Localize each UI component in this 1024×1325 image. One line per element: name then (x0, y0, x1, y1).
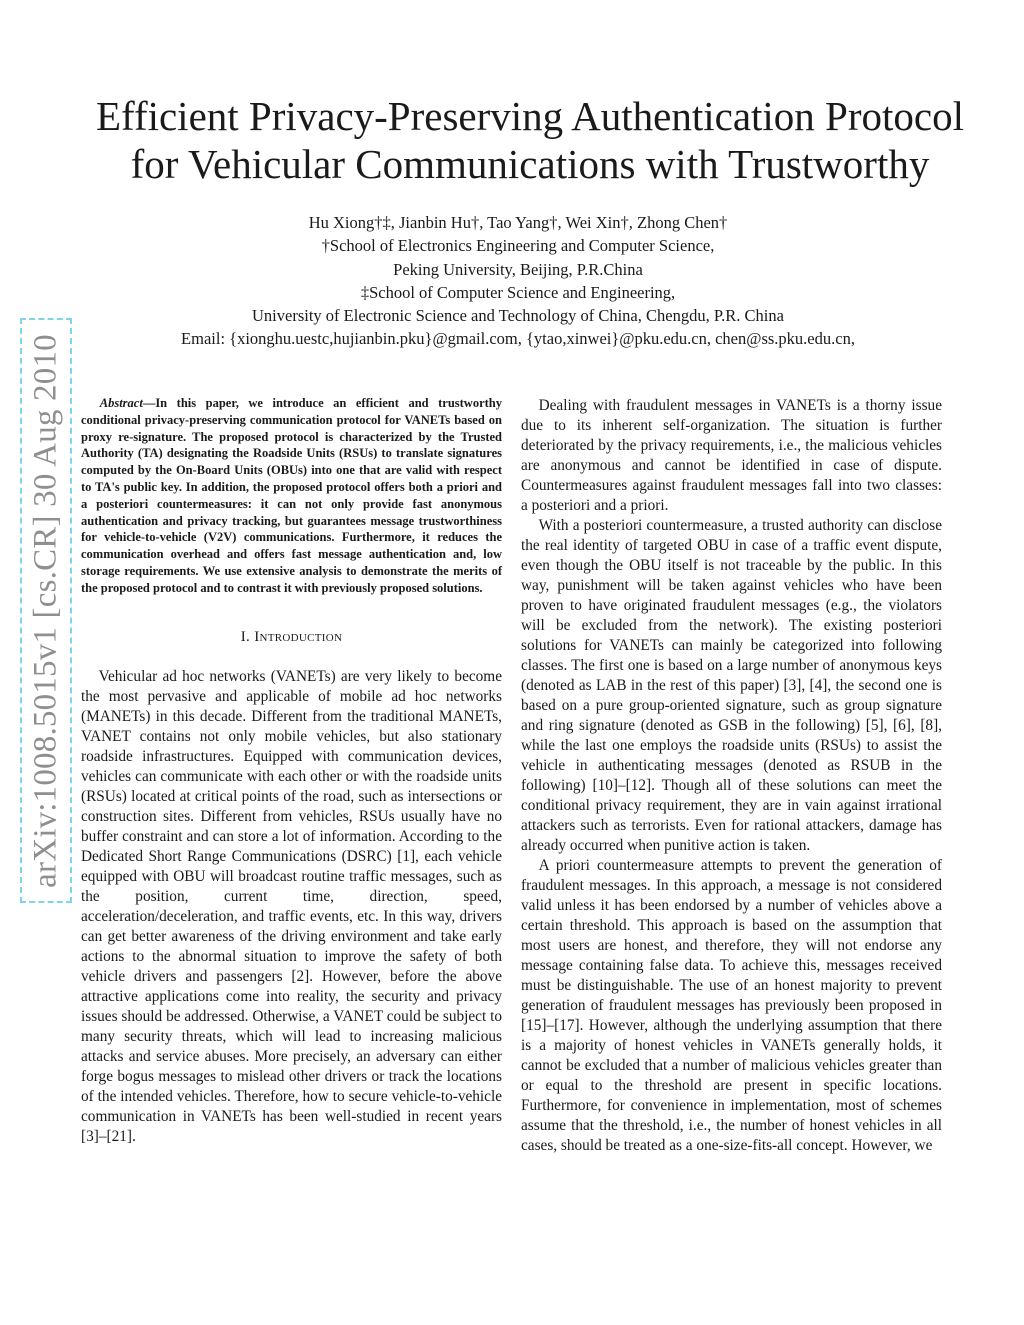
abstract-text: —In this paper, we introduce an efficient and trustworthy conditional privacy-preserving communication protocol for VANETs based on proxy re-signature. The proposed protocol is characterized by the Trusted Authority (TA) designating the Roadside Units (RSUs) to translate signatures computed by the On-Board Units (OBUs) into one that are valid with respect to TA's public key. In addition, the proposed protocol offers both a priori and a posteriori countermeasures: it can not only provide fast anonymous authentication and privacy tracking, but guarantees message trustworthiness for vehicle-to-vehicle (V2V) communications. Furthermore, it reduces the communication overhead and offers fast message authentication and, low storage requirements. We use extensive analysis to demonstrate the merits of the proposed protocol and to contrast it with previously proposed solutions. (81, 396, 502, 595)
title-line-1: Efficient Privacy-Preserving Authentication Protocol (95, 93, 964, 139)
intro-paragraph-3: With a posteriori countermeasure, a trusted authority can disclose the real identity of targeted OBU in case of a traffic event dispute, even though the OBU itself is not traceable by the public. In this way, punishment will be taken against vehicles who have been proven to have originated fraudulent messages (e.g., the violators will be excluded from the network). The existing posteriori solutions for VANETs can mainly be categorized into following classes. The first one is based on a large number of anonymous keys (denoted as LAB in the rest of this paper) [3], [4], the second one is based on a pure group-oriented signature, such as group signature and ring signature (denoted as GSB in the following) [5], [6], [8], while the last one employs the roadside units (RSUs) to assist the vehicle in authenticating messages (denoted as RSUB in the following) [10]–[12]. Though all of these solutions can meet the conditional privacy requirement, they are in vain against irrational attackers such as terrorists. Even for rational attackers, damage has already occurred when punitive action is taken. (521, 517, 942, 854)
abstract (81, 395, 502, 597)
right-column (521, 396, 942, 1156)
author-emails: Email: {xionghu.uestc,hujianbin.pku}@gmail.com, {ytao,xinwei}@pku.edu.cn, chen@ss.pku.edu.cn, (181, 329, 855, 349)
arxiv-identifier: arXiv:1008.5015v1 [cs.CR] 30 Aug 2010 (27, 333, 64, 888)
title-line-2: for Vehicular Communications with Trustworthy (130, 141, 930, 187)
left-column (81, 395, 502, 1147)
abstract-label: Abstract (99, 396, 143, 410)
affiliation-1-line-2: Peking University, Beijing, P.R.China (393, 259, 643, 279)
arxiv-stamp (20, 318, 72, 903)
intro-paragraph-1: Vehicular ad hoc networks (VANETs) are very likely to become the most pervasive and applicable of mobile ad hoc networks (MANETs) in this decade. Different from the traditional MANETs, VANET contains not only mobile vehicles, but also stationary roadside infrastructures. Equipped with communication devices, vehicles can communicate with each other or with the roadside units (RSUs) located at critical points of the road, such as intersections or construction sites. Different from vehicles, RSUs usually have no buffer constraint and can store a lot of information. According to the Dedicated Short Range Communications (DSRC) [1], each vehicle equipped with OBU will broadcast routine traffic messages, such as the position, current time, direction, speed, acceleration/deceleration, and traffic events, etc. In this way, drivers can get better awareness of the driving environment and take early actions to the abnormal situation to improve the safety of both vehicle drivers and passengers [2]. However, before the above attractive applications come into reality, the security and privacy issues should be addressed. Otherwise, a VANET could be subject to many security threats, which will lead to increasing malicious attacks and service abuses. More precisely, an adversary can either forge bogus messages to mislead other drivers or track the locations of the intended vehicles. Therefore, how to secure vehicle-to-vehicle communication in VANETs has been well-studied in recent years [3]–[21]. (81, 667, 502, 1145)
intro-paragraph-2: Dealing with fraudulent messages in VANETs is a thorny issue due to its inherent self-organization. The situation is further deteriorated by the privacy requirements, i.e., the malicious vehicles are anonymous and cannot be identified in case of dispute. Countermeasures against fraudulent messages fall into two classes: a posteriori and a priori. (521, 397, 942, 514)
author-block (60, 211, 976, 351)
affiliation-2-line-2: University of Electronic Science and Technology of China, Chengdu, P.R. China (252, 306, 784, 326)
section-heading-introduction (81, 627, 502, 647)
affiliation-1-line-1: †School of Electronics Engineering and Computer Science, (321, 236, 715, 256)
intro-paragraph-4: A priori countermeasure attempts to prevent the generation of fraudulent messages. In this approach, a message is not considered valid unless it has been endorsed by a number of vehicles above a certain threshold. This approach is based on the assumption that most users are honest, and therefore, they will not endorse any message containing false data. To achieve this, messages received must be distinguishable. The use of an honest majority to prevent generation of fraudulent messages has previously been proposed in [15]–[17]. However, although the underlying assumption that there is a majority of honest vehicles in VANETs generally holds, it cannot be excluded that a number of malicious vehicles greater than or equal to the threshold are present in specific locations. Furthermore, for convenience in implementation, most of schemes assume that the threshold, i.e., the number of honest vehicles in all cases, should be treated as a one-size-fits-all concept. However, we (521, 857, 942, 1154)
paper-title (60, 92, 1000, 188)
affiliation-2-line-1: ‡School of Computer Science and Engineering, (360, 282, 676, 302)
section-number: I. (240, 628, 251, 645)
section-title: Introduction (254, 628, 343, 645)
author-names: Hu Xiong†‡, Jianbin Hu†, Tao Yang†, Wei Xin†, Zhong Chen† (308, 213, 728, 232)
